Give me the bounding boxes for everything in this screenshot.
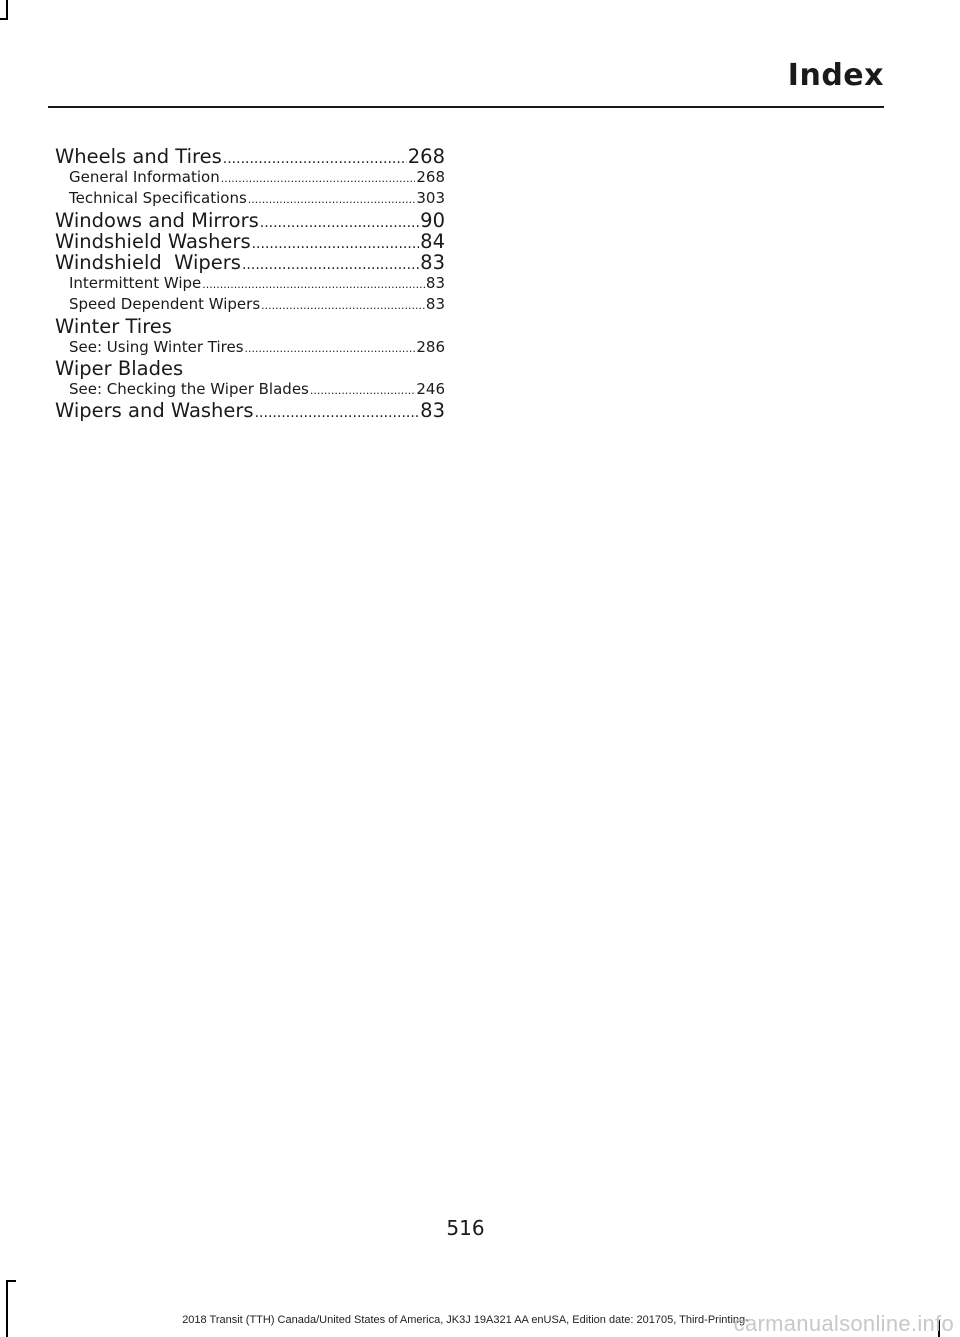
index-page: 84 bbox=[420, 229, 445, 253]
crop-mark-top-left-vertical bbox=[6, 0, 8, 20]
index-subentry[interactable] bbox=[55, 167, 445, 188]
index-term: See: Using Winter Tires bbox=[69, 337, 244, 356]
index-term: Speed Dependent Wipers bbox=[69, 295, 261, 314]
crop-mark-bottom-left-vertical bbox=[6, 1280, 8, 1337]
index-subentry[interactable] bbox=[55, 188, 445, 209]
watermark: carmanualsonline.info bbox=[733, 1311, 954, 1336]
index-subentry[interactable] bbox=[55, 294, 445, 315]
leader-dots bbox=[261, 295, 425, 316]
index-page: 286 bbox=[416, 337, 445, 356]
index-page: 303 bbox=[416, 189, 445, 208]
index-page: 83 bbox=[425, 295, 445, 314]
leader-dots bbox=[202, 274, 425, 295]
leader-dots bbox=[223, 149, 407, 170]
index-entry[interactable] bbox=[55, 252, 445, 273]
index-term: See: Checking the Wiper Blades bbox=[69, 380, 309, 399]
index-heading bbox=[55, 316, 445, 337]
index-subentry[interactable] bbox=[55, 273, 445, 294]
index-term: Wheels and Tires bbox=[55, 145, 222, 168]
page-title: Index bbox=[787, 58, 884, 93]
header-rule bbox=[48, 106, 884, 108]
index-page: 83 bbox=[420, 399, 445, 423]
index-term: Windows and Mirrors bbox=[55, 208, 259, 232]
leader-dots bbox=[248, 189, 416, 210]
index-term: Wipers and Washers bbox=[55, 399, 254, 423]
index-term: Technical Specifications bbox=[69, 189, 247, 208]
footer-edition-info: 2018 Transit (TTH) Canada/United States of America, JK3J 19A321 AA enUSA, Edition date: 201705, Third-Printing- bbox=[182, 1314, 749, 1326]
index-page: 83 bbox=[425, 274, 445, 293]
index-term: Windshield Washers bbox=[55, 229, 251, 253]
index-list bbox=[55, 146, 445, 421]
index-term: General Information bbox=[69, 168, 220, 187]
leader-dots bbox=[255, 403, 420, 424]
index-page: 83 bbox=[420, 250, 445, 274]
index-term: Windshield Wipers bbox=[55, 250, 241, 274]
index-term: Intermittent Wipe bbox=[69, 274, 202, 293]
leader-dots bbox=[245, 338, 416, 359]
index-page: 268 bbox=[407, 145, 445, 168]
index-entry[interactable] bbox=[55, 210, 445, 231]
index-page: 90 bbox=[420, 208, 445, 232]
index-page: 268 bbox=[416, 168, 445, 187]
leader-dots bbox=[252, 234, 420, 255]
index-entry[interactable] bbox=[55, 231, 445, 252]
leader-dots bbox=[260, 213, 419, 234]
index-term: Winter Tires bbox=[55, 314, 172, 338]
leader-dots bbox=[221, 168, 416, 189]
index-entry[interactable] bbox=[55, 400, 445, 421]
index-subentry[interactable] bbox=[55, 379, 445, 400]
index-heading bbox=[55, 358, 445, 379]
leader-dots bbox=[310, 380, 415, 401]
leader-dots bbox=[242, 255, 419, 276]
crop-mark-top-left-horizontal bbox=[0, 18, 8, 20]
page-number: 516 bbox=[446, 1216, 485, 1240]
index-subentry[interactable] bbox=[55, 337, 445, 358]
crop-mark-bottom-left-horizontal bbox=[6, 1280, 16, 1282]
index-page: 246 bbox=[416, 380, 445, 399]
index-term: Wiper Blades bbox=[55, 356, 184, 380]
index-entry[interactable] bbox=[55, 146, 445, 167]
